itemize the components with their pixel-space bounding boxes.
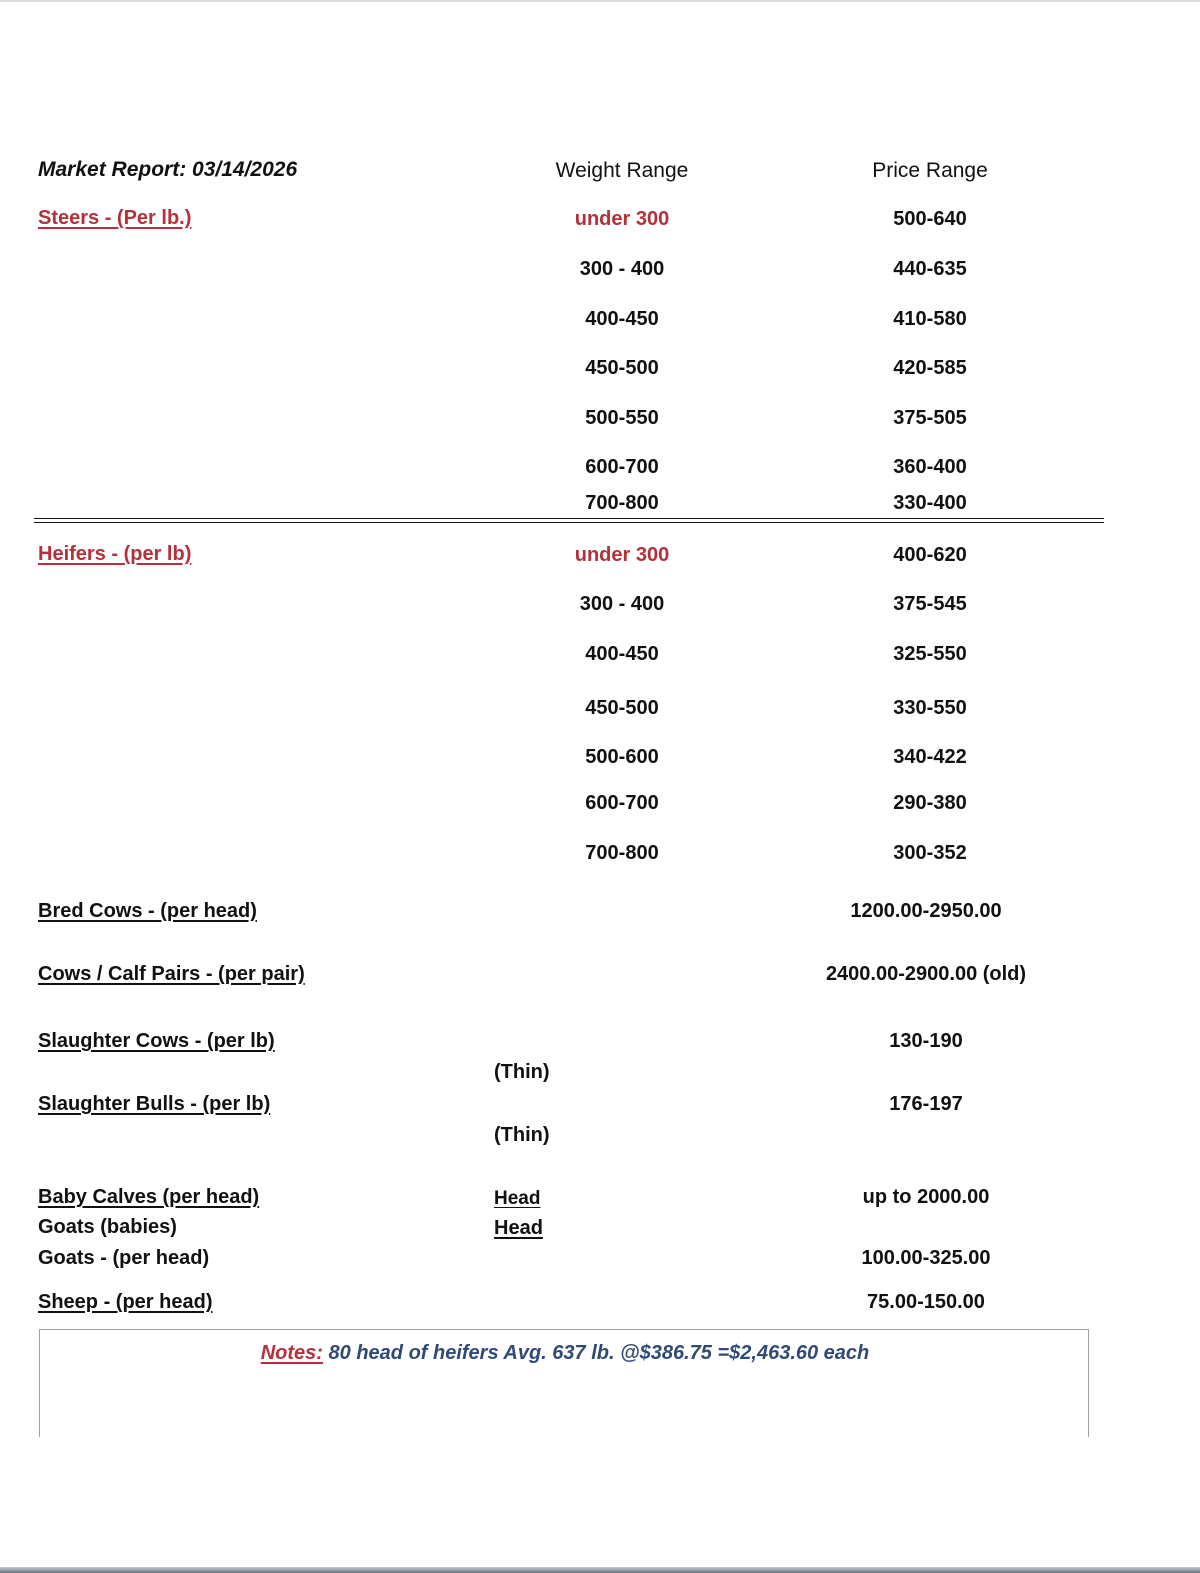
baby-calves-unit: Head [494,1188,541,1209]
notes-text: 80 head of heifers Avg. 637 lb. @$386.75 =$2,463.60 each [322,1342,870,1364]
goats-label: Goats - (per head) [38,1247,210,1269]
slaughter-bulls-price: 176-197 [889,1093,963,1115]
heifers-price-4: 340-422 [893,746,967,768]
slaughter-cows-label: Slaughter Cows - (per lb) [38,1030,275,1052]
heifers-weight-4: 500-600 [585,746,659,768]
slaughter-bulls-label: Slaughter Bulls - (per lb) [38,1093,271,1115]
slaughter-cows-qualifier: (Thin) [494,1061,550,1083]
heifers-weight-6: 700-800 [585,842,659,864]
heifers-weight-2: 400-450 [585,643,659,665]
steers-weight-1: 300 - 400 [579,258,665,280]
cow-calf-pairs-price: 2400.00-2900.00 (old) [825,963,1027,985]
heifers-weight-1: 300 - 400 [579,593,665,615]
steers-weight-3: 450-500 [585,357,659,379]
notes-label: Notes: [260,1342,323,1364]
notes-line [40,1342,1090,1365]
steers-label: Steers - (Per lb.) [38,207,192,229]
baby-calves-price: up to 2000.00 [862,1186,990,1208]
cow-calf-pairs-label: Cows / Calf Pairs - (per pair) [38,963,305,985]
steers-price-1: 440-635 [893,258,967,280]
page-bottom-edge [0,1567,1200,1573]
goats-babies-label: Goats (babies) [38,1216,177,1238]
notes-box [39,1329,1089,1437]
steers-price-3: 420-585 [893,357,967,379]
steers-weight-6: 700-800 [585,492,659,514]
heifers-price-6: 300-352 [893,842,967,864]
heifers-weight-3: 450-500 [585,697,659,719]
heifers-weight-5: 600-700 [585,792,659,814]
steers-price-2: 410-580 [893,308,967,330]
page-top-edge [0,0,1200,2]
steers-price-6: 330-400 [893,492,967,514]
price-range-header: Price Range [872,159,988,182]
bred-cows-price: 1200.00-2950.00 [850,900,1002,922]
section-divider-line-2 [34,522,1104,523]
sheep-label: Sheep - (per head) [38,1291,213,1313]
heifers-price-2: 325-550 [893,643,967,665]
goats-babies-unit: Head [494,1217,543,1239]
heifers-price-5: 290-380 [893,792,967,814]
steers-price-0: 500-640 [893,208,967,230]
steers-weight-4: 500-550 [585,407,659,429]
sheep-price: 75.00-150.00 [867,1291,985,1313]
heifers-label: Heifers - (per lb) [38,543,192,565]
weight-range-header: Weight Range [555,159,689,182]
bred-cows-label: Bred Cows - (per head) [38,900,257,922]
heifers-price-0: 400-620 [893,544,967,566]
slaughter-cows-price: 130-190 [889,1030,963,1052]
heifers-weight-0: under 300 [574,544,670,566]
baby-calves-label: Baby Calves (per head) [38,1186,260,1208]
steers-weight-0: under 300 [574,208,670,230]
heifers-price-3: 330-550 [893,697,967,719]
steers-price-4: 375-505 [893,407,967,429]
steers-price-5: 360-400 [893,456,967,478]
report-title: Market Report: 03/14/2026 [38,158,298,181]
steers-weight-5: 600-700 [585,456,659,478]
section-divider-line [34,518,1104,519]
goats-price: 100.00-325.00 [861,1247,991,1269]
slaughter-bulls-qualifier: (Thin) [494,1124,550,1146]
steers-weight-2: 400-450 [585,308,659,330]
heifers-price-1: 375-545 [893,593,967,615]
